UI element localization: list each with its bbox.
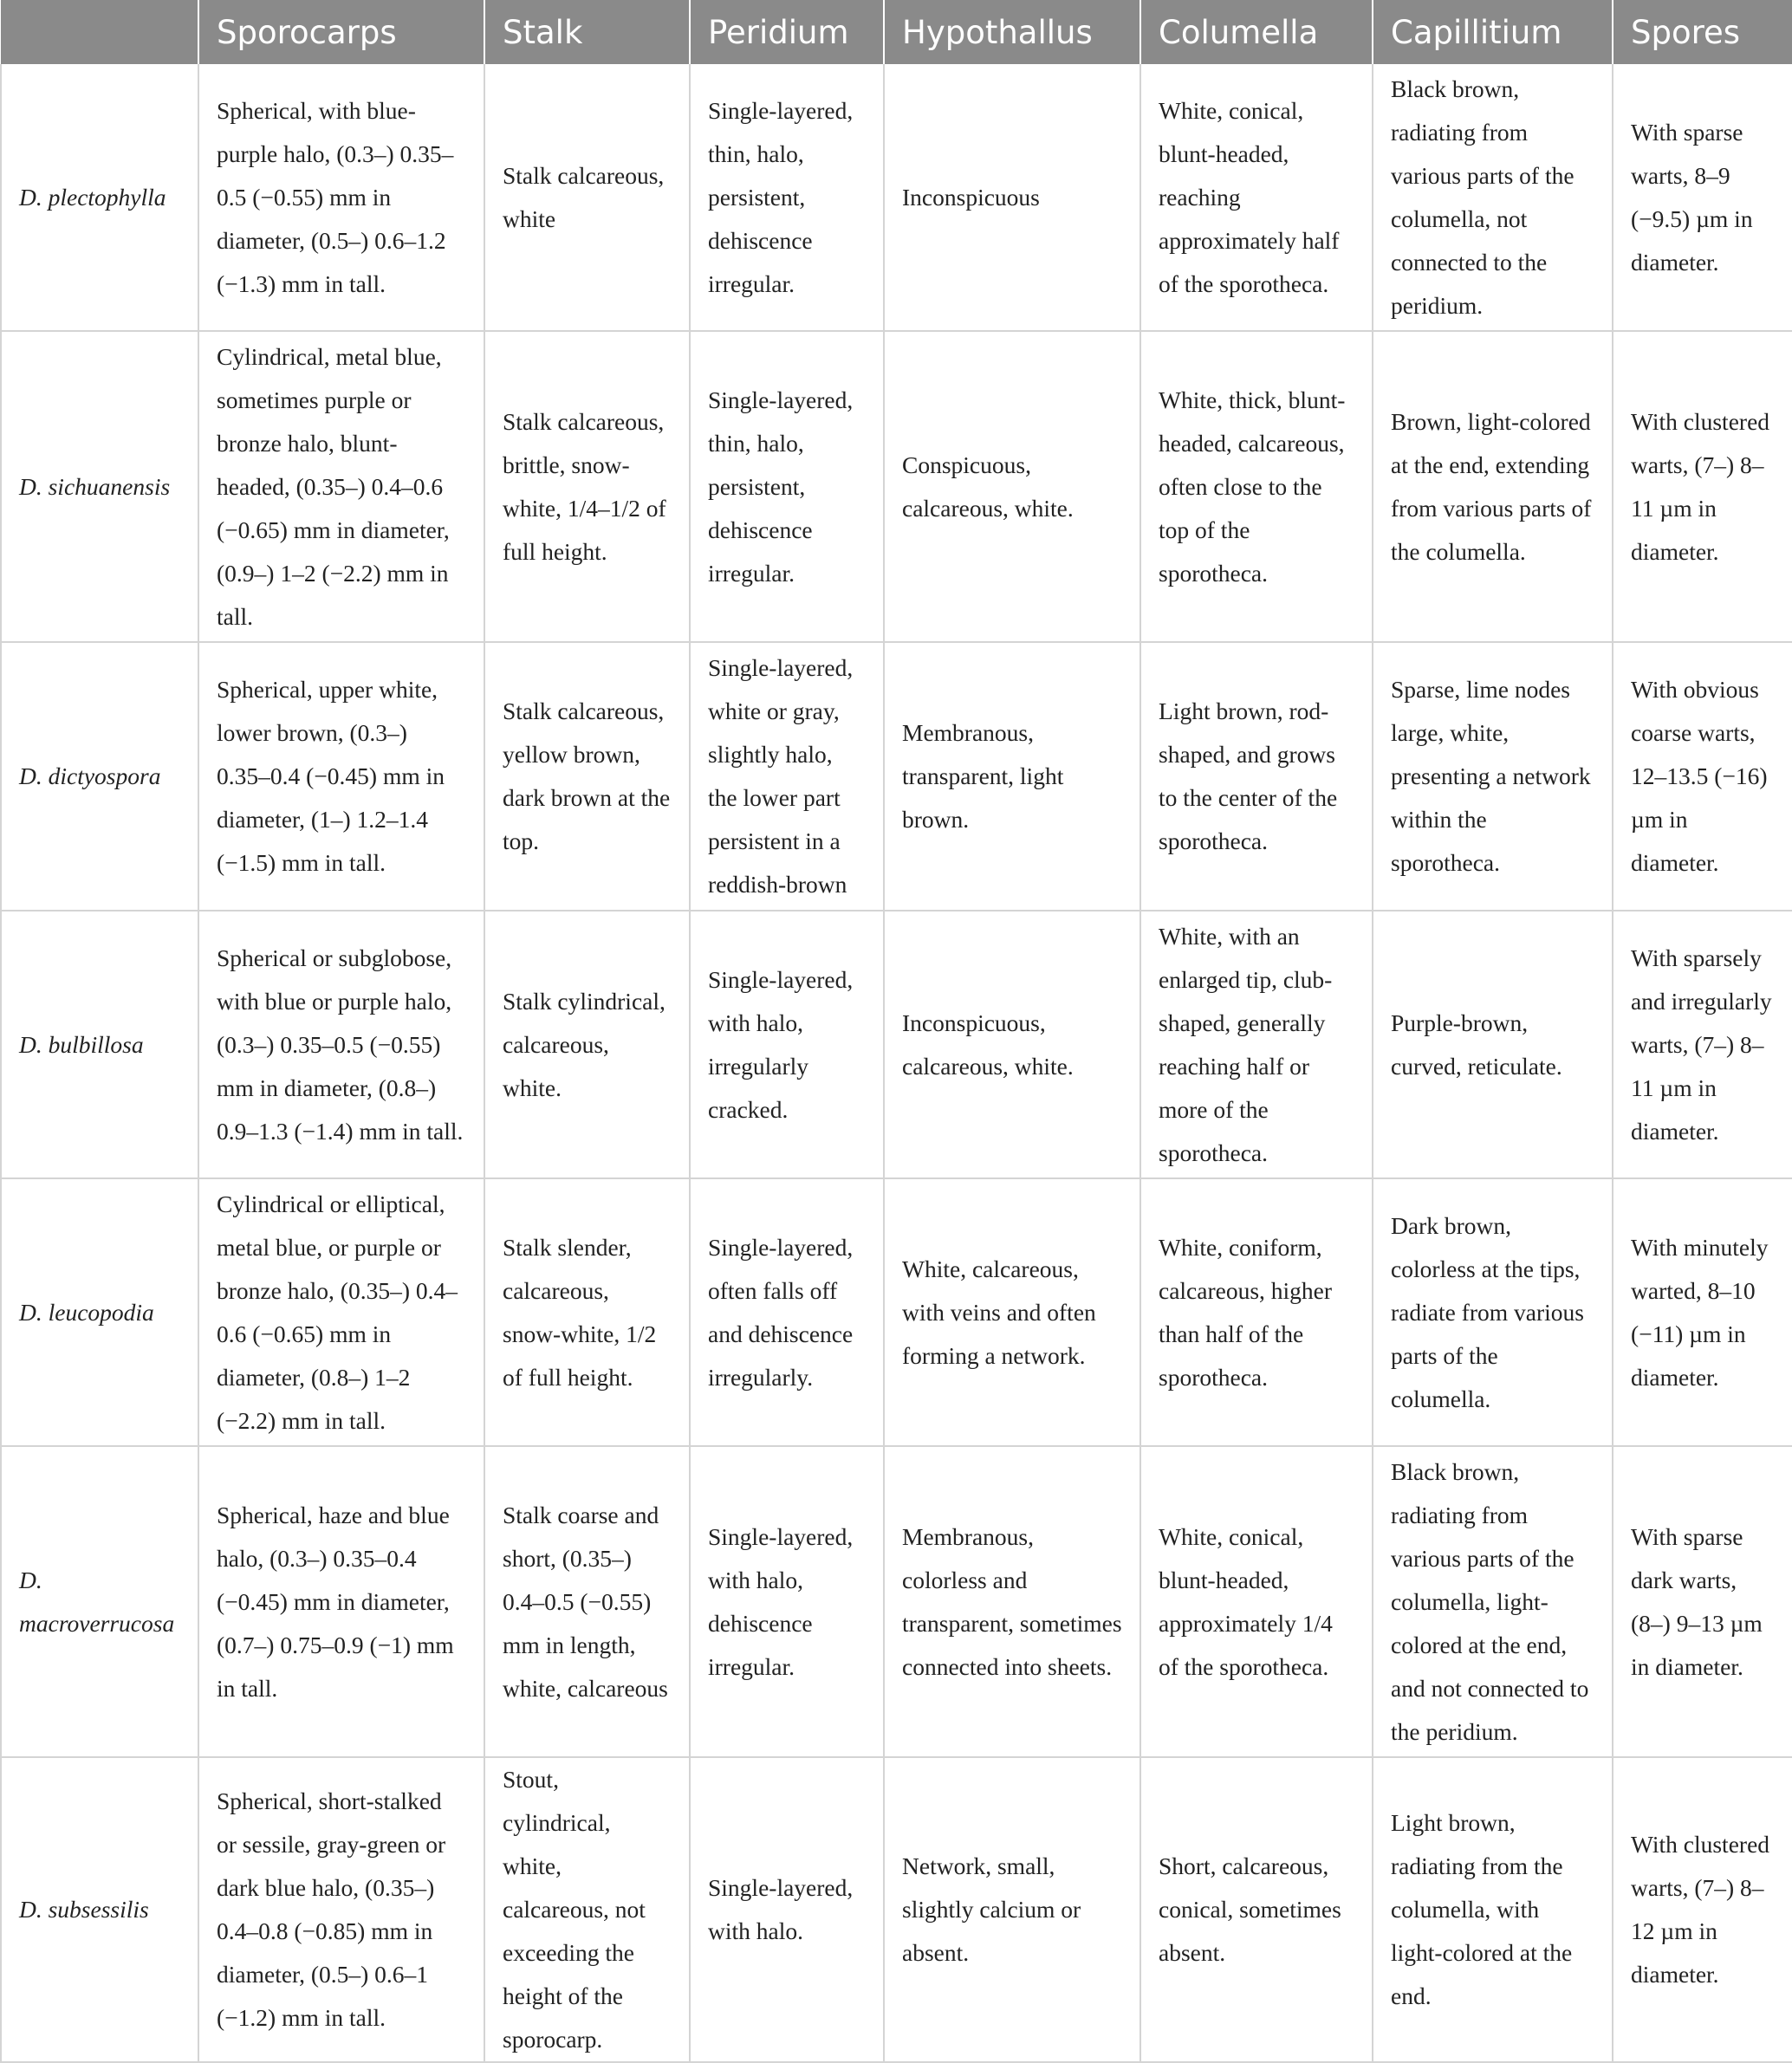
cell-columella: White, conical, blunt-headed, approximately 1/4 of the sporotheca. <box>1140 1446 1373 1757</box>
table-row <box>1 1178 1792 1446</box>
cell-sporocarps: Cylindrical or elliptical, metal blue, or purple or bronze halo, (0.35–) 0.4–0.6 (−0.65) mm in diameter, (0.8–) 1–2 (−2.2) mm in tall. <box>198 1178 484 1446</box>
cell-species: D. sichuanensis <box>1 331 198 642</box>
cell-sporocarps: Spherical, with blue-purple halo, (0.3–) 0.35–0.5 (−0.55) mm in diameter, (0.5–) 0.6–1.2 (−1.3) mm in tall. <box>198 64 484 331</box>
cell-hypothallus: Inconspicuous <box>884 64 1140 331</box>
cell-sporocarps: Spherical, upper white, lower brown, (0.3–) 0.35–0.4 (−0.45) mm in diameter, (1–) 1.2–1.4 (−1.5) mm in tall. <box>198 642 484 911</box>
cell-peridium: Single-layered, with halo, irregularly cracked. <box>690 911 884 1178</box>
cell-spores: With clustered warts, (7–) 8–12 µm in diameter. <box>1613 1757 1792 2062</box>
header-sporocarps: Sporocarps <box>198 0 484 64</box>
cell-columella: Short, calcareous, conical, sometimes absent. <box>1140 1757 1373 2062</box>
cell-stalk: Stalk slender, calcareous, snow-white, 1/2 of full height. <box>484 1178 690 1446</box>
cell-hypothallus: Membranous, colorless and transparent, sometimes connected into sheets. <box>884 1446 1140 1757</box>
cell-stalk: Stout, cylindrical, white, calcareous, not exceeding the height of the sporocarp. <box>484 1757 690 2062</box>
cell-peridium: Single-layered, with halo, dehiscence irregular. <box>690 1446 884 1757</box>
cell-peridium: Single-layered, with halo. <box>690 1757 884 2062</box>
table-row <box>1 642 1792 911</box>
cell-columella: White, with an enlarged tip, club-shaped, generally reaching half or more of the sporotheca. <box>1140 911 1373 1178</box>
cell-stalk: Stalk cylindrical, calcareous, white. <box>484 911 690 1178</box>
cell-sporocarps: Spherical, haze and blue halo, (0.3–) 0.35–0.4 (−0.45) mm in diameter, (0.7–) 0.75–0.9 (−1) mm in tall. <box>198 1446 484 1757</box>
table-row <box>1 1446 1792 1757</box>
header-peridium: Peridium <box>690 0 884 64</box>
header-capillitium: Capillitium <box>1373 0 1613 64</box>
cell-species: D. subsessilis <box>1 1757 198 2062</box>
cell-sporocarps: Cylindrical, metal blue, sometimes purple or bronze halo, blunt-headed, (0.35–) 0.4–0.6 (−0.65) mm in diameter, (0.9–) 1–2 (−2.2) mm in tall. <box>198 331 484 642</box>
cell-peridium: Single-layered, thin, halo, persistent, dehiscence irregular. <box>690 331 884 642</box>
table-row <box>1 331 1792 642</box>
table-row <box>1 911 1792 1178</box>
cell-sporocarps: Spherical, short-stalked or sessile, gray-green or dark blue halo, (0.35–) 0.4–0.8 (−0.85) mm in diameter, (0.5–) 0.6–1 (−1.2) mm in tall. <box>198 1757 484 2062</box>
header-columella: Columella <box>1140 0 1373 64</box>
cell-capillitium: Sparse, lime nodes large, white, presenting a network within the sporotheca. <box>1373 642 1613 911</box>
table-row <box>1 64 1792 331</box>
header-stalk: Stalk <box>484 0 690 64</box>
cell-hypothallus: Inconspicuous, calcareous, white. <box>884 911 1140 1178</box>
cell-columella: Light brown, rod-shaped, and grows to the center of the sporotheca. <box>1140 642 1373 911</box>
table-header-row <box>1 0 1792 64</box>
cell-capillitium: Black brown, radiating from various parts of the columella, light-colored at the end, and not connected to the peridium. <box>1373 1446 1613 1757</box>
cell-spores: With obvious coarse warts, 12–13.5 (−16) µm in diameter. <box>1613 642 1792 911</box>
cell-hypothallus: Network, small, slightly calcium or absent. <box>884 1757 1140 2062</box>
cell-species: D. macroverrucosa <box>1 1446 198 1757</box>
header-hypothallus: Hypothallus <box>884 0 1140 64</box>
cell-capillitium: Brown, light-colored at the end, extending from various parts of the columella. <box>1373 331 1613 642</box>
cell-spores: With sparse warts, 8–9 (−9.5) µm in diameter. <box>1613 64 1792 331</box>
cell-peridium: Single-layered, white or gray, slightly halo, the lower part persistent in a reddish-brown <box>690 642 884 911</box>
table-row <box>1 1757 1792 2062</box>
cell-sporocarps: Spherical or subglobose, with blue or purple halo, (0.3–) 0.35–0.5 (−0.55) mm in diameter, (0.8–) 0.9–1.3 (−1.4) mm in tall. <box>198 911 484 1178</box>
cell-species: D. plectophylla <box>1 64 198 331</box>
cell-stalk: Stalk calcareous, white <box>484 64 690 331</box>
cell-peridium: Single-layered, thin, halo, persistent, dehiscence irregular. <box>690 64 884 331</box>
cell-hypothallus: Conspicuous, calcareous, white. <box>884 331 1140 642</box>
cell-hypothallus: White, calcareous, with veins and often forming a network. <box>884 1178 1140 1446</box>
cell-species: D. dictyospora <box>1 642 198 911</box>
cell-columella: White, thick, blunt-headed, calcareous, often close to the top of the sporotheca. <box>1140 331 1373 642</box>
cell-species: D. bulbillosa <box>1 911 198 1178</box>
cell-peridium: Single-layered, often falls off and dehiscence irregularly. <box>690 1178 884 1446</box>
cell-hypothallus: Membranous, transparent, light brown. <box>884 642 1140 911</box>
cell-spores: With minutely warted, 8–10 (−11) µm in diameter. <box>1613 1178 1792 1446</box>
cell-spores: With sparse dark warts, (8–) 9–13 µm in diameter. <box>1613 1446 1792 1757</box>
cell-capillitium: Dark brown, colorless at the tips, radiate from various parts of the columella. <box>1373 1178 1613 1446</box>
cell-stalk: Stalk calcareous, yellow brown, dark brown at the top. <box>484 642 690 911</box>
header-spores: Spores <box>1613 0 1792 64</box>
cell-stalk: Stalk coarse and short, (0.35–) 0.4–0.5 (−0.55) mm in length, white, calcareous <box>484 1446 690 1757</box>
cell-columella: White, conical, blunt-headed, reaching approximately half of the sporotheca. <box>1140 64 1373 331</box>
cell-capillitium: Purple-brown, curved, reticulate. <box>1373 911 1613 1178</box>
cell-species: D. leucopodia <box>1 1178 198 1446</box>
cell-columella: White, coniform, calcareous, higher than half of the sporotheca. <box>1140 1178 1373 1446</box>
header-species <box>1 0 198 64</box>
cell-capillitium: Light brown, radiating from the columella, with light-colored at the end. <box>1373 1757 1613 2062</box>
cell-capillitium: Black brown, radiating from various parts of the columella, not connected to the peridium. <box>1373 64 1613 331</box>
cell-stalk: Stalk calcareous, brittle, snow-white, 1/4–1/2 of full height. <box>484 331 690 642</box>
cell-spores: With sparsely and irregularly warts, (7–) 8–11 µm in diameter. <box>1613 911 1792 1178</box>
cell-spores: With clustered warts, (7–) 8–11 µm in diameter. <box>1613 331 1792 642</box>
